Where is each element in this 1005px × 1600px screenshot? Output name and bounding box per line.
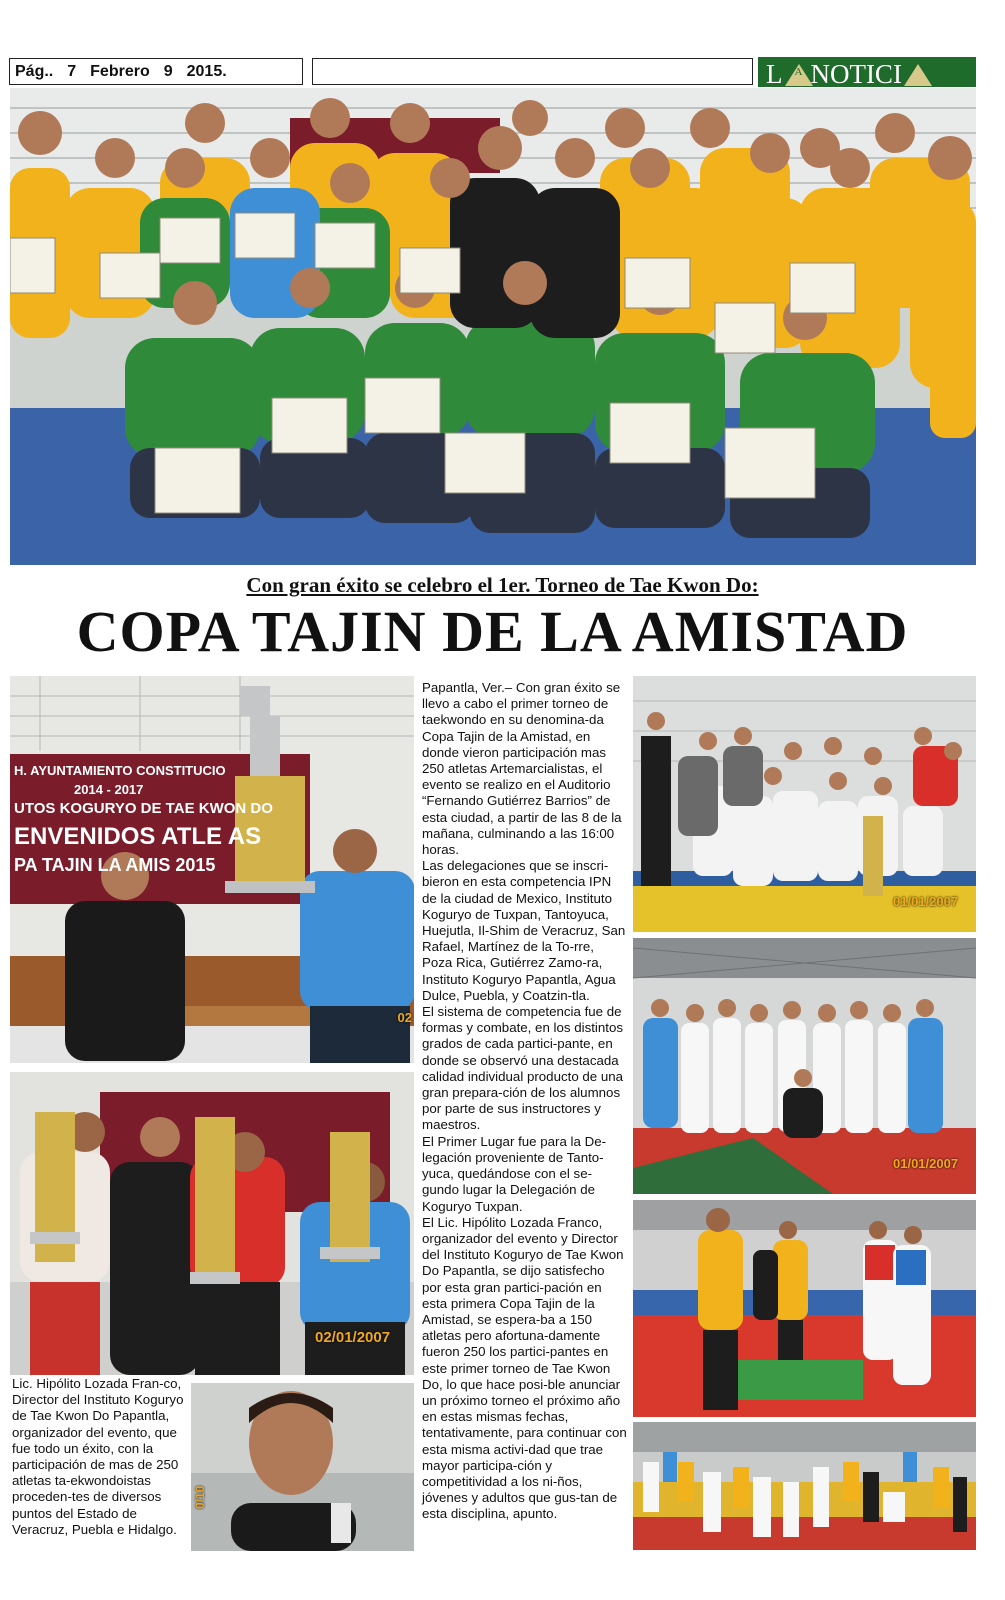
group-photo-top-image — [10, 88, 976, 565]
date-month: Febrero — [90, 63, 150, 80]
date-year: 2015. — [186, 63, 227, 80]
pyramid-icon — [904, 64, 932, 86]
banner-text — [14, 758, 310, 878]
article-paragraph: Las delegaciones que se inscri-bieron en esta competencia IPN de la ciudad de Mexico, Instituto Koguryo de Tuxpan, Tantoyuca, Huejutla, Il-Shim de Veracruz, San Rafael, Martínez de la To-rre, Poza Rica, Gutiérrez Zamo-ra, Instituto Koguryo Papantla, Agua Dulce, Puebla, y Coatzin-tla. — [422, 858, 626, 1003]
logo-word: NOTICI — [810, 59, 902, 87]
competition-photo-image — [633, 1200, 976, 1417]
portrait-photo-image — [191, 1383, 414, 1551]
logo-letter-a: A — [794, 66, 803, 78]
group-photo-right-2 — [633, 938, 976, 1194]
banner-line-5: PA TAJIN LA AMIS 2015 — [14, 855, 216, 875]
header-blank-box — [312, 58, 753, 85]
article-kicker: Con gran éxito se celebro el 1er. Torneo de Tae Kwon Do: — [246, 573, 759, 597]
newspaper-logo — [758, 57, 976, 87]
date-stamp: 02 — [397, 1010, 412, 1025]
portrait-photo — [191, 1383, 414, 1551]
article-headline: COPA TAJIN DE LA AMISTAD — [76, 599, 909, 664]
photo-caption: Lic. Hipólito Lozada Fran-co, Director del Instituto Koguryo de Tae Kwon Do Papantla, organizador del evento, que fue todo un éxito, con la participación de mas de 250 atletas ta-ekwondoistas proceden-tes de diversos puntos del Estado de Veracruz, Puebla e Hidalgo. — [12, 1376, 184, 1537]
date-stamp: 0/10 — [193, 1485, 207, 1509]
trophy-photo-1 — [10, 676, 414, 1063]
logo-letter-l: L — [766, 59, 783, 87]
page-label: Pág.. — [15, 63, 54, 80]
article-body — [422, 680, 627, 1523]
article-paragraph: El Lic. Hipólito Lozada Franco, organizador del evento y Director del Instituto Koguryo de Tae Kwon Do Papantla, se dijo satisfecho por esta gran partici-pación en esta primera Copa Tajin de la Amistad, se espera-ba a 150 atletas pero afortuna-damente fueron 250 los partici-pantes en este primer torneo de Tae Kwon Do, lo que hace posi-ble anunciar un próximo torneo el próximo año en estas mismas fechas, tentativamente, para continuar con esta misma activi-dad que trae mayor participa-ción y competitividad a los ni-ños, jóvenes y adultos que gus-tan de esta disciplina, apunto. — [422, 1214, 627, 1522]
banner-line-3: UTOS KOGURYO DE TAE KWON DO — [14, 800, 273, 817]
crowd-photo — [633, 1422, 976, 1550]
article-paragraph: El Primer Lugar fue para la De-legación proveniente de Tanto-yuca, quedándose con el se-gundo lugar la Delegación de Koguryo Tuxpan. — [422, 1133, 607, 1214]
date-day: 9 — [163, 63, 173, 80]
banner-line-4: ENVENIDOS ATLE AS — [14, 823, 262, 850]
competition-photo — [633, 1200, 976, 1417]
group-photo-top — [10, 88, 976, 565]
trophy-photo-2 — [10, 1072, 414, 1375]
crowd-photo-image — [633, 1422, 976, 1550]
date-stamp: 01/01/2007 — [893, 1156, 959, 1171]
article-paragraph: El sistema de competencia fue de formas y combate, en los distintos grados de cada partici-pante, en donde se observó una destacada calidad individual producto de una gran prepara-ción de los alumnos por parte de sus instructores y maestros. — [422, 1004, 624, 1133]
date-stamp: 01/01/2007 — [893, 894, 959, 909]
page-info-box — [9, 58, 303, 85]
date-stamp: 02/01/2007 — [315, 1329, 391, 1346]
banner-line-2: 2014 - 2017 — [74, 782, 144, 797]
page-number: 7 — [67, 63, 77, 80]
banner-line-1: H. AYUNTAMIENTO CONSTITUCIO — [14, 763, 226, 778]
group-photo-right-1 — [633, 676, 976, 932]
article-paragraph: Papantla, Ver.– Con gran éxito se llevo a cabo el primer torneo de taekwondo en su denomina-da Copa Tajin de la Amistad, en donde vieron participación mas 250 atletas Artemarcialistas, el evento se realizo en el Auditorio “Fernando Gutiérrez Barrios” de esta ciudad, a partir de las 8 de la mañana, culminando a las 16:00 horas. — [422, 680, 622, 858]
